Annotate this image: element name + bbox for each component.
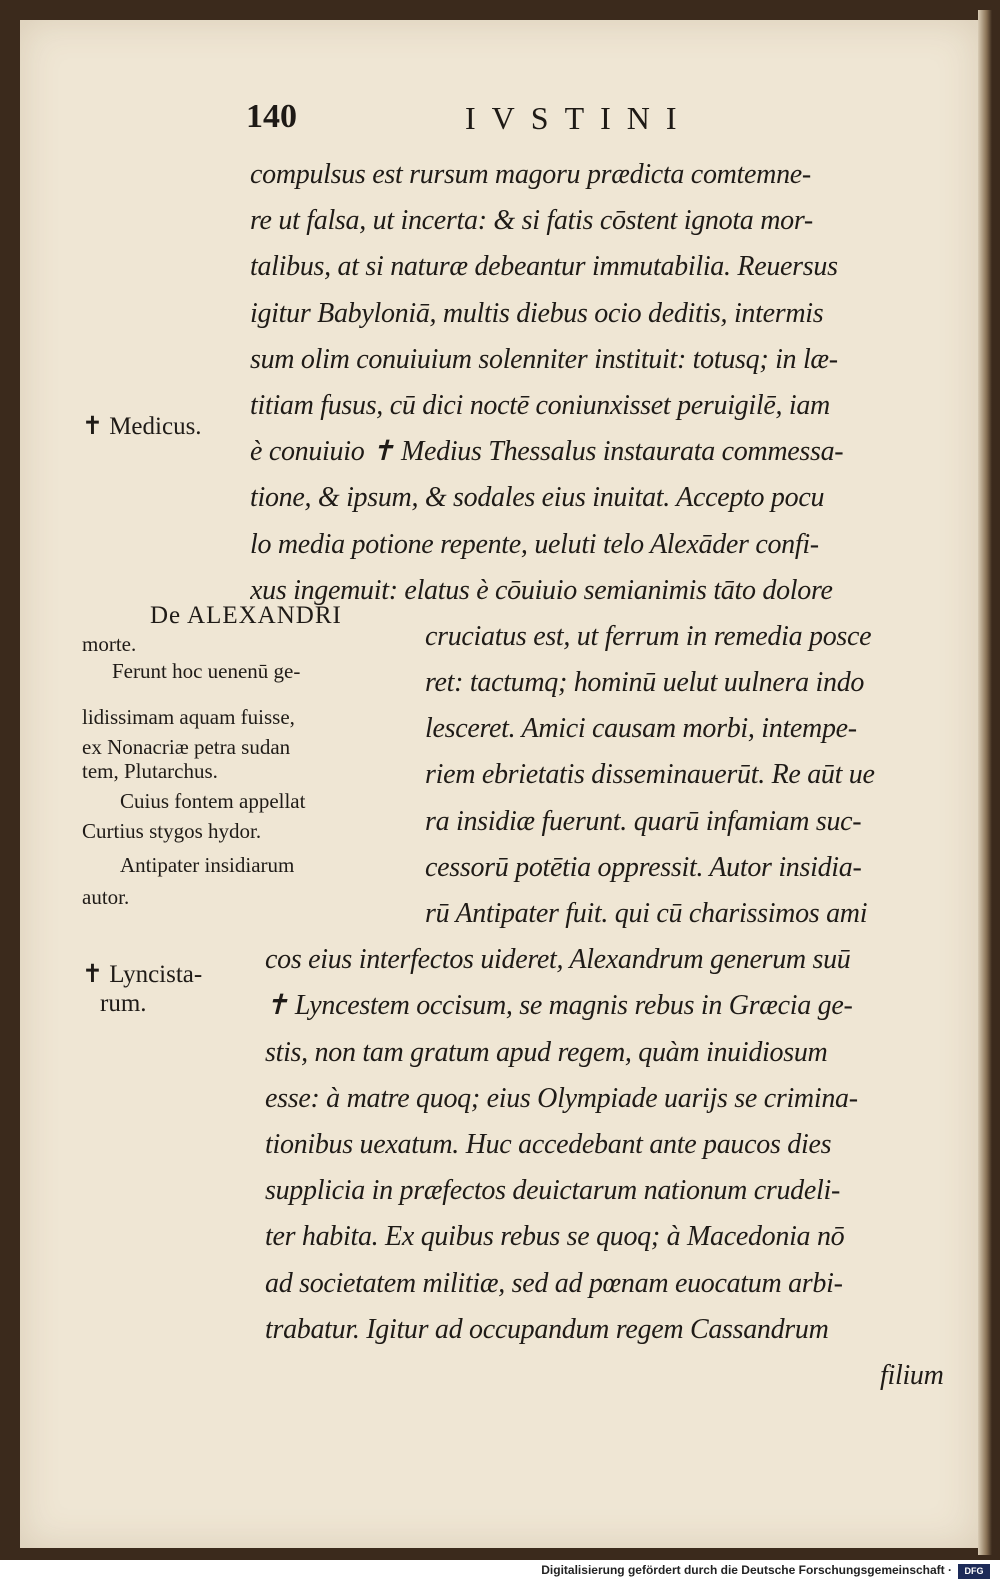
text-line: re ut falsa, ut incerta: & si fatis cōstent ignota mor-: [250, 205, 813, 237]
dfg-logo-icon: DFG: [958, 1564, 990, 1579]
text-line: xus ingemuit: elatus è cōuiuio semianimis tāto dolore: [250, 574, 833, 606]
text-line: trabatur. Igitur ad occupandum regem Cassandrum: [265, 1313, 829, 1345]
margin-note-antipater: Antipater insidiarum: [120, 853, 295, 877]
text-line: sum olim conuiuium solenniter instituit: totusq; in læ-: [250, 343, 838, 375]
text-line: cos eius interfectos uideret, Alexandrum generum suū: [265, 944, 851, 976]
margin-note-morte: morte.: [82, 632, 137, 656]
margin-note-cuius: Curtius stygos hydor.: [82, 819, 262, 843]
text-line: supplicia in præfectos deuictarum nationum crudeli-: [265, 1175, 840, 1207]
footer-credit: Digitalisierung gefördert durch die Deutsche Forschungsgemeinschaft ·: [541, 1563, 952, 1577]
text-line: ter habita. Ex quibus rebus se quoq; à Macedonia nō: [265, 1221, 845, 1253]
text-line: ✝ Lyncestem occisum, se magnis rebus in Græcia ge-: [265, 990, 853, 1022]
text-line: ret: tactumq; hominū uelut uulnera indo: [425, 667, 865, 699]
page-header: [20, 98, 978, 148]
text-line: riem ebrietatis disseminauerūt. Re aūt ue: [425, 759, 875, 791]
margin-note-medicus: ✝ Medicus.: [82, 413, 202, 440]
text-line: rū Antipater fuit. qui cū charissimos ami: [425, 898, 868, 929]
book-page: [20, 20, 978, 1548]
text-line: tionibus uexatum. Huc accedebant ante paucos dies: [265, 1128, 832, 1160]
text-line: è conuiuio ✝ Medius Thessalus instaurata commessa-: [250, 436, 844, 468]
footer: [0, 1560, 1000, 1584]
text-line: talibus, at si naturæ debeantur immutabilia. Reuersus: [250, 251, 838, 283]
margin-note-ferunt: Ferunt hoc uenenū ge-: [112, 659, 301, 683]
margin-note-lyncista: ✝ Lyncista-: [82, 961, 203, 988]
text-line: lesceret. Amici causam morbi, intempe-: [425, 713, 857, 745]
text-line: titiam fusus, cū dici noctē coniunxisset peruigilē, iam: [250, 389, 830, 421]
text-line: igitur Babyloniā, multis diebus ocio deditis, intermis: [250, 297, 824, 329]
margin-note-ferunt: tem, Plutarchus.: [82, 759, 218, 783]
margin-note-ferunt: lidissimam aquam fuisse,: [82, 705, 295, 729]
text-line: cessorū potētia oppressit. Autor insidia-: [425, 851, 862, 883]
running-title: IVSTINI: [465, 100, 693, 136]
text-line: ad societatem militiæ, sed ad pœnam euocatum arbi-: [265, 1267, 843, 1299]
text-line: ra insidiæ fuerunt. quarū infamiam suc-: [425, 805, 862, 837]
margin-note-ferunt: ex Nonacriæ petra sudan: [82, 735, 291, 759]
text-line: lo media potione repente, ueluti telo Alexāder confi-: [250, 528, 819, 560]
text-line: esse: à matre quoq; eius Olympiade uarijs se crimina-: [265, 1082, 858, 1114]
text-line: filium: [880, 1359, 944, 1391]
margin-note-cuius: Cuius fontem appellat: [120, 789, 306, 813]
margin-note-lyncista: rum.: [100, 990, 147, 1017]
text-line: cruciatus est, ut ferrum in remedia posce: [425, 620, 872, 652]
page-number: 140: [246, 98, 297, 135]
margin-note-de-alexandri: De ALEXANDRI: [150, 602, 342, 629]
text-line: tione, & ipsum, & sodales eius inuitat. Accepto pocu: [250, 482, 825, 514]
margin-note-antipater: autor.: [82, 885, 130, 909]
text-line: compulsus est rursum magoru prædicta comtemne-: [250, 159, 811, 190]
text-line: stis, non tam gratum apud regem, quàm inuidiosum: [265, 1036, 828, 1068]
page-edge: [978, 10, 992, 1555]
